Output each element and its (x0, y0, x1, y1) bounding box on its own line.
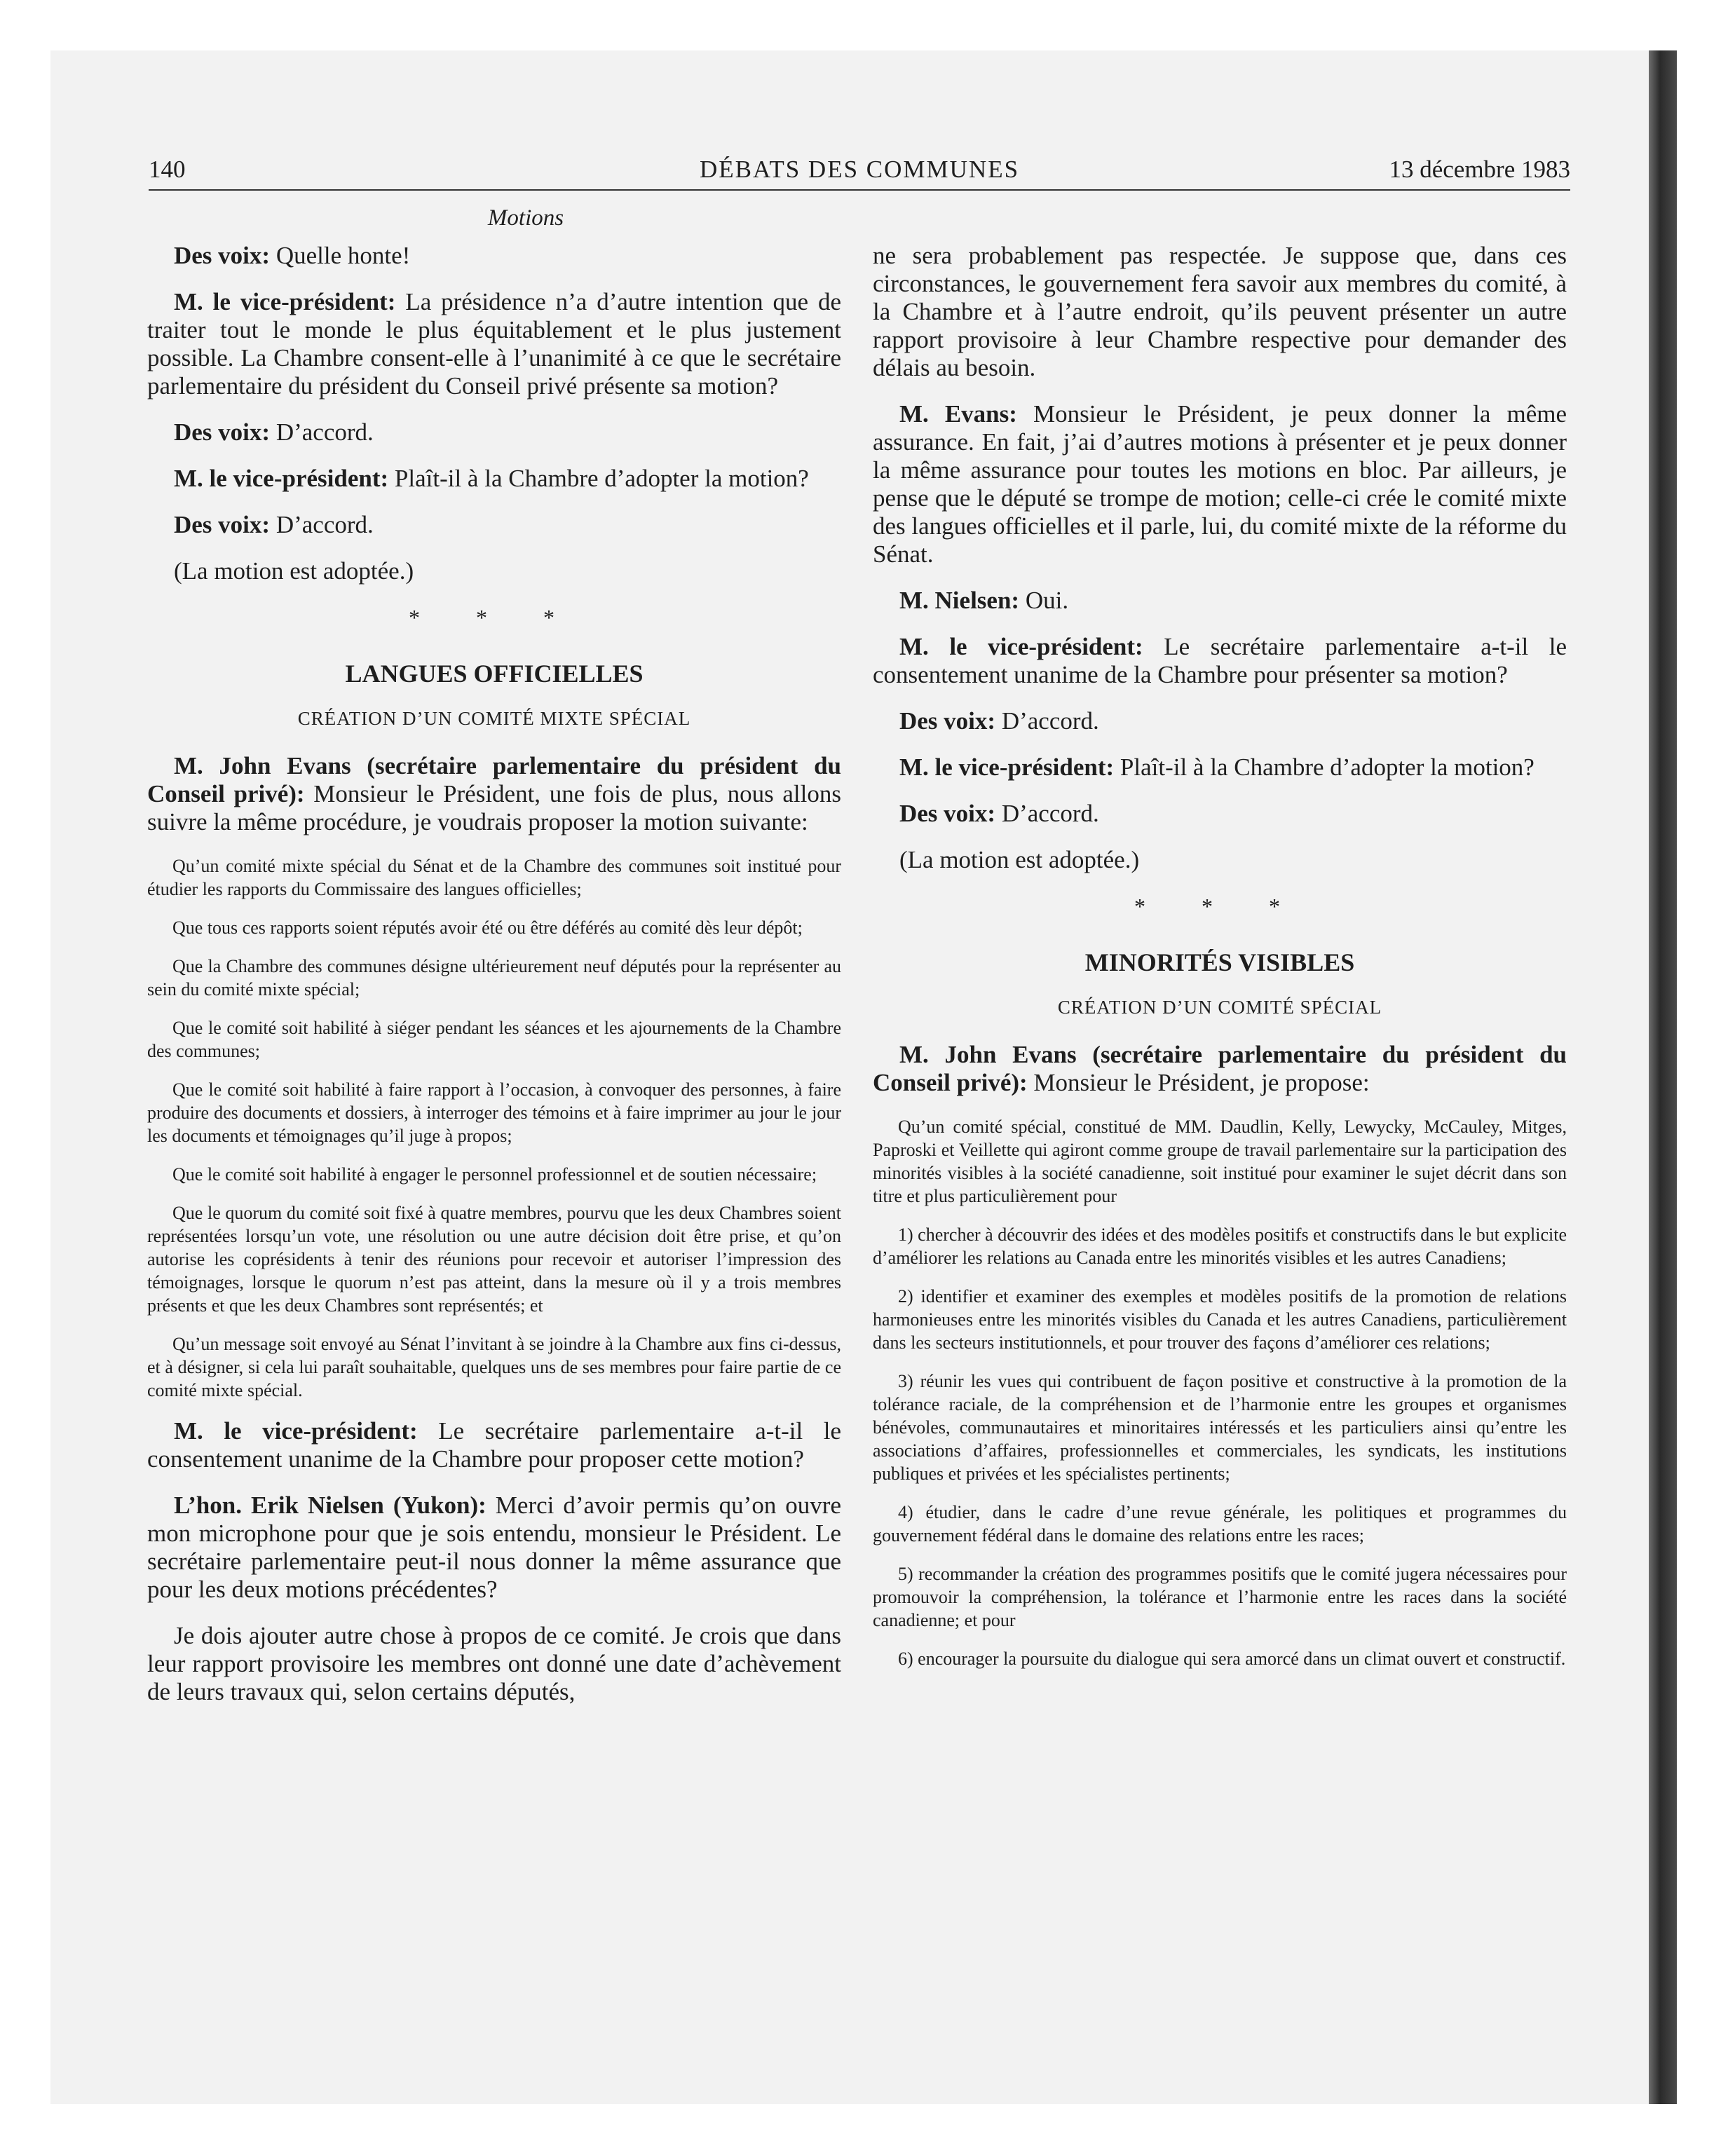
paragraph: M. le vice-président: Le secrétaire parlementaire a-t-il le consentement unanime de la Chambre pour proposer cette motion? (147, 1417, 841, 1473)
left-column (147, 242, 841, 1724)
publication-title: DÉBATS DES COMMUNES (699, 156, 1020, 183)
section-subheading: CRÉATION D’UN COMITÉ SPÉCIAL (1057, 997, 1382, 1018)
scan-edge-shadow (1649, 50, 1677, 2104)
motion-clause: 3) réunir les vues qui contribuent de façon positive et constructive à la promotion de la tolérance raciale, de la compréhension et de l’harmonie entre les groupes et organismes bénévoles, communautaires et minoritaires intéressés et les particuliers ainsi qu’entre les associations d’affaires, professionnelles et commerciales, les syndicats, les institutions publiques et privées et les spécialistes pertinents; (873, 1371, 1567, 1484)
paragraph: M. le vice-président: Plaît-il à la Chambre d’adopter la motion? (174, 465, 809, 492)
motion-clause: Que le comité soit habilité à siéger pendant les séances et les ajournements de la Chambre des communes; (147, 1018, 841, 1061)
speaker: M. le vice-président: (174, 288, 396, 315)
right-column (873, 242, 1567, 1686)
paragraph: Des voix: D’accord. (899, 800, 1099, 827)
motion-clause: Que tous ces rapports soient réputés avoir été ou être déférés au comité dès leur dépôt; (172, 917, 803, 938)
section-heading: MINORITÉS VISIBLES (1084, 948, 1355, 976)
motion-clause: 4) étudier, dans le cadre d’une revue générale, les politiques et programmes du gouvernement fédéral dans le domaine des relations entre les races; (873, 1502, 1567, 1546)
motion-clause: Qu’un message soit envoyé au Sénat l’invitant à se joindre à la Chambre aux fins ci-dessus, et à désigner, si cela lui paraît souhaitable, quelques uns de ses membres pour faire partie de ce comité mixte spécial. (147, 1334, 841, 1400)
paragraph: M. le vice-président: La présidence n’a d’autre intention que de traiter tout le monde le plus équitablement et le plus justement possible. La Chambre consent-elle à l’unanimité à ce que le secrétaire parlementaire du président du Conseil privé présente sa motion? (147, 288, 841, 400)
paragraph: M. John Evans (secrétaire parlementaire du président du Conseil privé): Monsieur le Président, une fois de plus, nous allons suivre la même procédure, je voudrais proposer la motion suivante: (147, 752, 841, 835)
speaker: Des voix: (899, 707, 996, 735)
paragraph: ne sera probablement pas respectée. Je suppose que, dans ces circonstances, le gouvernement fera savoir aux membres du comité, à la Chambre et à l’autre endroit, qu’ils peuvent présenter un autre rapport provisoire à leur Chambre respective pour demander des délais au besoin. (873, 242, 1567, 381)
speaker: M. le vice-président: (174, 1417, 418, 1445)
speaker: M. le vice-président: (174, 465, 389, 492)
paragraph: Des voix: Quelle honte! (174, 242, 411, 269)
motion-clause: 1) chercher à découvrir des idées et des modèles positifs et constructifs dans le but explicite d’améliorer les relations au Canada entre les minorités visibles et les autres Canadiens; (873, 1224, 1567, 1268)
motion-clause: Que la Chambre des communes désigne ultérieurement neuf députés pour la représenter au sein du comité mixte spécial; (147, 956, 841, 999)
speaker: M. John Evans (secrétaire parlementaire du président du Conseil privé): (147, 752, 841, 807)
page-number: 140 (149, 156, 186, 183)
motion-clause: Que le comité soit habilité à faire rapport à l’occasion, à convoquer des personnes, à faire produire des documents et dossiers, à interroger des témoins et à faire imprimer au jour le jour les documents et témoignages qu’il juge à propos; (147, 1079, 841, 1146)
speaker: M. Nielsen: (899, 587, 1020, 614)
motion-clause: Que le comité soit habilité à engager le personnel professionnel et de soutien nécessaire; (172, 1164, 817, 1185)
paragraph: Je dois ajouter autre chose à propos de ce comité. Je crois que dans leur rapport provisoire les membres ont donné une date d’achèvement de leurs travaux qui, selon certains députés, (147, 1622, 841, 1705)
speaker: Des voix: (899, 800, 996, 827)
paragraph: M. Nielsen: Oui. (899, 587, 1069, 614)
section-subheading: CRÉATION D’UN COMITÉ MIXTE SPÉCIAL (297, 708, 691, 729)
motion-clause: 2) identifier et examiner des exemples et modèles positifs de la promotion de relations harmonieuses entre les minorités visibles du Canada et les autres Canadiens, particulièrement dans les secteurs institutionnels, et pour trouver des façons d’améliorer ces relations; (873, 1286, 1567, 1353)
speaker: M. Evans: (899, 400, 1017, 428)
motion-clause: Qu’un comité mixte spécial du Sénat et de la Chambre des communes soit institué pour étudier les rapports du Commissaire des langues officielles; (147, 856, 841, 899)
paragraph: M. John Evans (secrétaire parlementaire du président du Conseil privé): Monsieur le Président, je propose: (873, 1041, 1567, 1096)
paragraph: M. Evans: Monsieur le Président, je peux donner la même assurance. En fait, j’ai d’autres motions à présenter et je peux donner la même assurance pour toutes les motions en bloc. Par ailleurs, je pense que le député se trompe de motion; celle-ci crée le comité mixte des langues officielles et il parle, lui, du comité mixte de la réforme du Sénat. (873, 400, 1567, 568)
motion-clause: Qu’un comité spécial, constitué de MM. Daudlin, Kelly, Lewycky, McCauley, Mitges, Paproski et Veillette qui agiront comme groupe de travail parlementaire sur la participation des minorités visibles à la société canadienne, soit institué pour examiner le sujet décrit dans son titre et plus particulièrement pour (873, 1117, 1567, 1206)
paragraph: Des voix: D’accord. (899, 707, 1099, 735)
paragraph: M. le vice-président: Le secrétaire parlementaire a-t-il le consentement unanime de la Chambre pour présenter sa motion? (873, 633, 1567, 688)
paragraph: L’hon. Erik Nielsen (Yukon): Merci d’avoir permis qu’on ouvre mon microphone pour que je sois entendu, monsieur le Président. Le secrétaire parlementaire peut-il nous donner la même assurance que pour les deux motions précédentes? (147, 1492, 841, 1603)
motion-clause: Que le quorum du comité soit fixé à quatre membres, pourvu que les deux Chambres soient représentées lorsqu’un vote, une résolution ou une autre décision doit être prise, et qu’on autorise les coprésidents à tenir des réunions pour recevoir et autoriser l’impression des témoignages, lorsque le quorum n’est pas atteint, dans la mesure où il y a trois membres présents et que les deux Chambres sont représentés; et (147, 1203, 841, 1316)
speaker: M. le vice-président: (899, 753, 1115, 781)
motion-clause: 5) recommander la création des programmes positifs que le comité jugera nécessaires pour promouvoir la compréhension, la tolérance et l’harmonie entre les races dans la société canadienne; et pour (873, 1564, 1567, 1630)
speaker: L’hon. Erik Nielsen (Yukon): (174, 1492, 487, 1519)
section-separator: * * * (1134, 894, 1305, 919)
speaker: Des voix: (174, 511, 271, 538)
page-date: 13 décembre 1983 (1389, 156, 1570, 183)
speaker: M. le vice-président: (899, 633, 1143, 660)
speaker: M. John Evans (secrétaire parlementaire du président du Conseil privé): (873, 1041, 1567, 1096)
paragraph: M. le vice-président: Plaît-il à la Chambre d’adopter la motion? (899, 753, 1535, 781)
header-rule (149, 189, 1570, 191)
paragraph: (La motion est adoptée.) (174, 557, 414, 585)
section-label: Motions (487, 205, 564, 231)
speaker: Des voix: (174, 418, 271, 446)
section-separator: * * * (409, 605, 580, 630)
speaker: Des voix: (174, 242, 271, 269)
motion-clause: 6) encourager la poursuite du dialogue qui sera amorcé dans un climat ouvert et constructif. (898, 1649, 1566, 1669)
paragraph: Des voix: D’accord. (174, 418, 374, 446)
section-heading: LANGUES OFFICIELLES (345, 660, 644, 688)
paragraph: Des voix: D’accord. (174, 511, 374, 538)
paragraph: (La motion est adoptée.) (899, 846, 1140, 873)
